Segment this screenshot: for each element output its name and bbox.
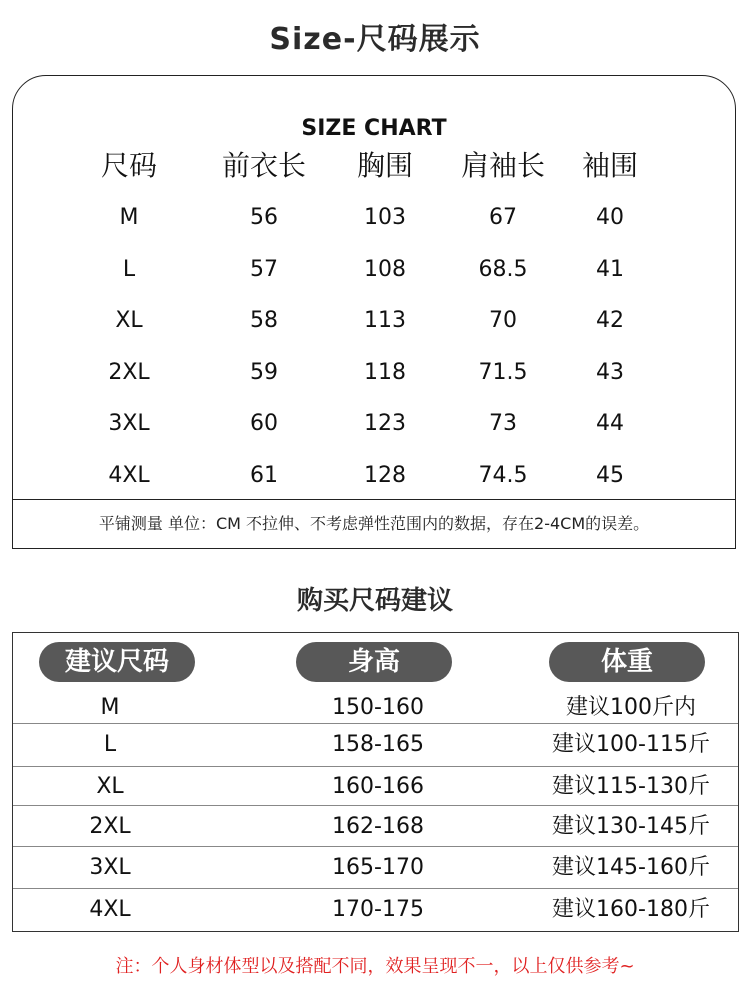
header-size: 尺码	[100, 149, 158, 182]
recommend-table	[12, 632, 739, 932]
cell-sleeve-width: 42	[596, 308, 624, 333]
cell-shoulder-sleeve: 70	[489, 308, 517, 333]
cell-weight: 建议145-160斤	[552, 855, 710, 880]
cell-height: 162-168	[332, 814, 424, 839]
header-pill-size: 建议尺码	[39, 642, 195, 682]
cell-sleeve-width: 45	[596, 463, 624, 488]
cell-size: L	[122, 257, 136, 282]
cell-chest: 123	[364, 411, 406, 436]
cell-height: 170-175	[332, 897, 424, 922]
cell-front-length: 61	[250, 463, 278, 488]
table-row	[13, 766, 738, 806]
cell-weight: 建议100斤内	[566, 695, 696, 720]
table-row	[13, 301, 735, 341]
cell-front-length: 60	[250, 411, 278, 436]
cell-height: 160-166	[332, 774, 424, 799]
cell-size: 4XL	[108, 463, 150, 488]
disclaimer-note: 注：个人身材体型以及搭配不同，效果呈现不一，以上仅供参考~	[115, 956, 635, 977]
cell-size: M	[100, 695, 120, 720]
cell-size: 2XL	[108, 360, 150, 385]
header-pill-height: 身高	[296, 642, 452, 682]
cell-chest: 118	[364, 360, 406, 385]
cell-shoulder-sleeve: 71.5	[478, 360, 528, 385]
cell-height: 165-170	[332, 855, 424, 880]
cell-front-length: 58	[250, 308, 278, 333]
cell-size: 3XL	[108, 411, 150, 436]
table-row	[13, 456, 735, 496]
cell-front-length: 56	[250, 205, 278, 230]
cell-shoulder-sleeve: 73	[489, 411, 517, 436]
table-row	[13, 353, 735, 393]
cell-shoulder-sleeve: 68.5	[478, 257, 528, 282]
cell-chest: 103	[364, 205, 406, 230]
cell-chest: 128	[364, 463, 406, 488]
size-chart	[12, 75, 736, 549]
table-row	[13, 888, 738, 931]
table-row	[13, 723, 738, 766]
cell-sleeve-width: 44	[596, 411, 624, 436]
table-row	[13, 805, 738, 847]
table-row	[13, 250, 735, 290]
header-chest: 胸围	[356, 149, 414, 182]
cell-shoulder-sleeve: 74.5	[478, 463, 528, 488]
cell-size: 4XL	[89, 897, 131, 922]
header-sleeve-width: 袖围	[581, 149, 639, 182]
header-pill-weight: 体重	[549, 642, 705, 682]
cell-size: XL	[115, 308, 143, 333]
table-row	[13, 846, 738, 889]
header-shoulder-sleeve: 肩袖长	[460, 149, 546, 182]
cell-shoulder-sleeve: 67	[489, 205, 517, 230]
table-row	[13, 693, 738, 723]
cell-chest: 108	[364, 257, 406, 282]
table-row	[13, 198, 735, 238]
cell-size: L	[103, 732, 117, 757]
cell-size: 2XL	[89, 814, 131, 839]
cell-sleeve-width: 43	[596, 360, 624, 385]
recommend-title: 购买尺码建议	[296, 586, 453, 616]
cell-size: 3XL	[89, 855, 131, 880]
cell-sleeve-width: 41	[596, 257, 624, 282]
page-title: Size-尺码展示	[269, 22, 481, 57]
cell-weight: 建议100-115斤	[552, 732, 710, 757]
table-row	[13, 404, 735, 444]
cell-height: 158-165	[332, 732, 424, 757]
cell-chest: 113	[364, 308, 406, 333]
cell-weight: 建议115-130斤	[552, 774, 710, 799]
cell-size: M	[119, 205, 139, 230]
cell-front-length: 57	[250, 257, 278, 282]
size-chart-title: SIZE CHART	[301, 116, 447, 141]
size-chart-header	[13, 146, 735, 186]
cell-sleeve-width: 40	[596, 205, 624, 230]
cell-front-length: 59	[250, 360, 278, 385]
cell-weight: 建议130-145斤	[552, 814, 710, 839]
cell-size: XL	[96, 774, 124, 799]
cell-weight: 建议160-180斤	[552, 897, 710, 922]
header-front-length: 前衣长	[221, 149, 307, 182]
measurement-note: 平铺测量 单位：CM 不拉伸、不考虑弹性范围内的数据，存在2-4CM的误差。	[98, 514, 650, 533]
cell-height: 150-160	[332, 695, 424, 720]
